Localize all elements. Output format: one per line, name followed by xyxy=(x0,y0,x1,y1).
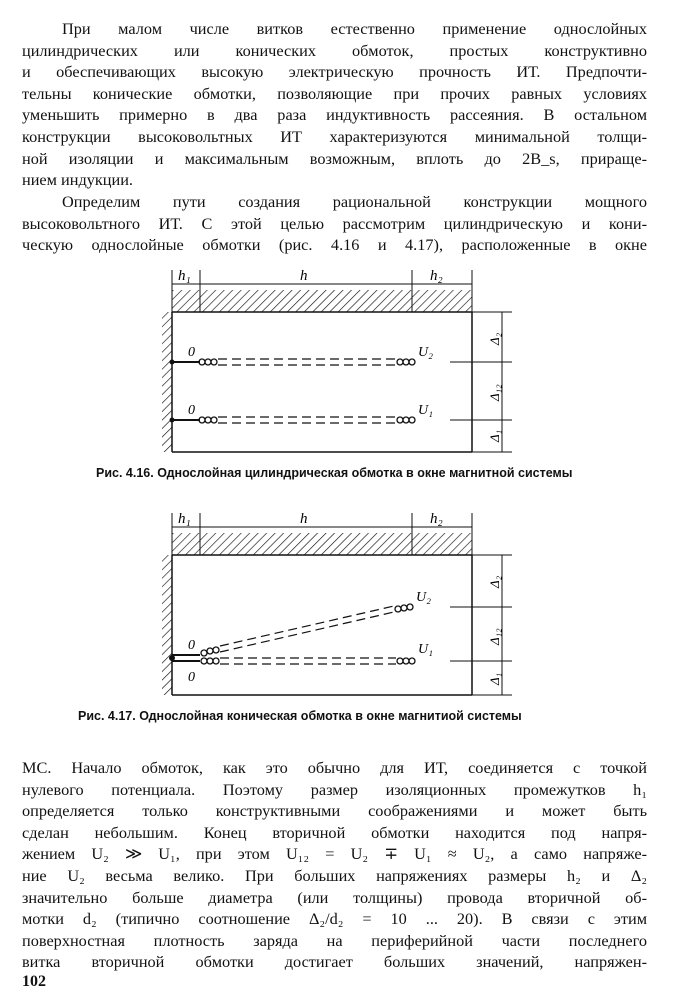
label-u2: U₂ xyxy=(418,345,433,360)
label-h: h xyxy=(300,511,308,527)
text-line: жением U₂ ≫ U₁, при этом U₁₂ = U₂ ∓ U₁ ≈ U₂, а само напряже- xyxy=(22,844,647,864)
text-line: значительно больше диаметра (или толщины) провода вторичной об- xyxy=(22,887,647,907)
text-line: тельны конические обмотки, позволяющие при прочих равных условиях xyxy=(22,83,647,103)
label-delta2: Δ₂ xyxy=(487,332,502,345)
label-delta12: Δ₁₂ xyxy=(487,628,502,645)
text-line: и обеспечивающих высокую электрическую прочность ИТ. Предпочти- xyxy=(22,62,647,82)
label-h2: h₂ xyxy=(430,268,443,284)
text-line: поверхностная плотность заряда на периферийной части последнего xyxy=(22,930,647,950)
caption-fig-4-16: Рис. 4.16. Однослойная цилиндрическая обмотка в окне магнитной системы xyxy=(96,466,573,480)
label-h1: h₁ xyxy=(178,268,191,284)
label-u2: U₂ xyxy=(416,590,431,605)
paragraph-1 xyxy=(22,18,647,191)
text-line: высоковольтного ИТ. С этой целью рассмотрим цилиндрическую и кони- xyxy=(22,213,647,233)
text-line: ческую однослойные обмотки (рис. 4.16 и 4.17), расположенные в окне xyxy=(22,235,647,255)
label-zero-bottom: 0 xyxy=(188,670,195,685)
text-line: При малом числе витков естественно применение однослойных xyxy=(62,19,647,38)
caption-fig-4-17: Рис. 4.17. Однослойная коническая обмотка в окне магнитиой системы xyxy=(78,709,522,723)
text-line: нием индукции. xyxy=(22,170,133,190)
label-delta1: Δ₁ xyxy=(487,672,502,685)
figure-4-17 xyxy=(150,505,530,705)
label-zero-bottom: 0 xyxy=(188,403,195,418)
text-line: ной изоляции и максимальным возможным, вплоть до 2B_s, прираще- xyxy=(22,148,647,168)
core-top xyxy=(172,290,472,312)
label-u1: U₁ xyxy=(418,403,433,418)
text-line: сделан небольшим. Конец вторичной обмотки находится под напря- xyxy=(22,822,647,842)
label-delta1: Δ₁ xyxy=(487,429,502,442)
text-line: нулевого потенциала. Поэтому размер изоляционных промежутков h₁ xyxy=(22,779,647,799)
text-line: конструкции высоковольтных ИТ характеризуются минимальной толщи- xyxy=(22,126,647,146)
core-left xyxy=(162,555,172,695)
label-zero-top: 0 xyxy=(188,345,195,360)
label-h2: h₂ xyxy=(430,511,443,527)
figure-4-16 xyxy=(150,262,530,462)
core-left xyxy=(162,312,172,452)
text-line: мотки d₂ (типично соотношение Δ₂/d₂ = 10 ... 20). В связи с этим xyxy=(22,909,647,929)
label-h: h xyxy=(300,268,308,284)
text-line: Определим пути создания рациональной конструкции мощного xyxy=(62,192,647,211)
text-line: уменьшить примерно в два раза индуктивность рассеяния. В остальном xyxy=(22,105,647,125)
label-h1: h₁ xyxy=(178,511,191,527)
text-line: цилиндрических или конических обмоток, простых конструктивно xyxy=(22,40,647,60)
label-u1: U₁ xyxy=(418,642,433,657)
paragraph-3 xyxy=(22,757,647,973)
core-top xyxy=(172,533,472,555)
label-delta2: Δ₂ xyxy=(487,575,502,588)
label-delta12: Δ₁₂ xyxy=(487,384,502,401)
text-line: МС. Начало обмоток, как это обычно для ИТ, соединяется с точкой xyxy=(22,758,647,777)
page-number: 102 xyxy=(22,973,46,990)
text-line: ние U₂ весьма велико. При больших напряжениях размеры h₂ и Δ₂ xyxy=(22,865,647,885)
label-zero-top: 0 xyxy=(188,638,195,653)
paragraph-2 xyxy=(22,191,647,256)
text-line: витка вторичной обмотки достигает больших значений, напряжен- xyxy=(22,952,647,972)
text-line: определяется только конструктивными соображениями и может быть xyxy=(22,801,647,821)
